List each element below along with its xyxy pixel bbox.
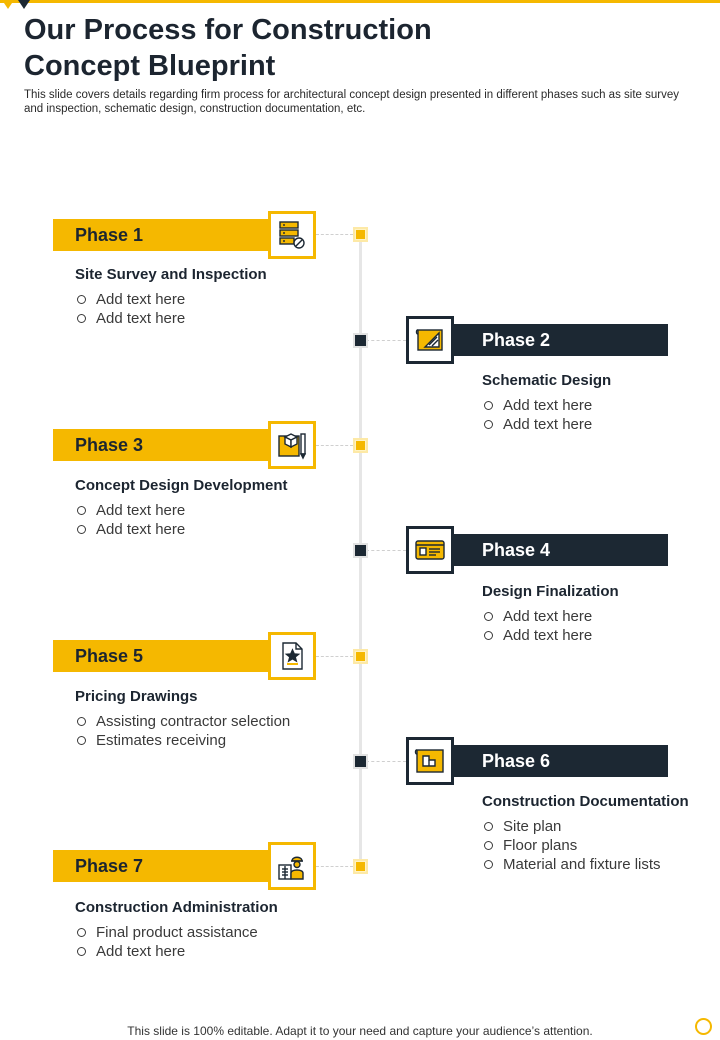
- list-item: [75, 520, 365, 539]
- timeline-node: [355, 861, 366, 872]
- list-item-text: Add text here: [96, 521, 186, 538]
- list-item-text: Assisting contractor selection: [96, 713, 291, 730]
- bullet-icon: [484, 631, 493, 640]
- bullet-icon: [484, 822, 493, 831]
- server-wrench-icon: [268, 211, 316, 259]
- phase-1-details: [75, 266, 365, 328]
- connector-line: [316, 234, 353, 235]
- timeline-node: [355, 651, 366, 662]
- circle-logo-icon: [695, 1018, 712, 1035]
- id-card-icon: [406, 526, 454, 574]
- bullet-icon: [484, 420, 493, 429]
- bullet-icon: [77, 295, 86, 304]
- phase-6-label: Phase 6: [452, 745, 668, 777]
- list-item-text: Material and fixture lists: [503, 856, 661, 873]
- list-item: [482, 415, 720, 434]
- list-item: [482, 836, 718, 855]
- bullet-icon: [77, 947, 86, 956]
- top-accent-line: [0, 0, 720, 3]
- connector-line: [316, 656, 353, 657]
- timeline-node: [355, 229, 366, 240]
- cube-pencil-icon: [268, 421, 316, 469]
- connector-line: [366, 550, 406, 551]
- phase-5-label: Phase 5: [53, 640, 271, 672]
- list-item-text: Add text here: [96, 943, 186, 960]
- list-item-text: Add text here: [503, 416, 593, 433]
- list-item: [75, 942, 365, 961]
- bullet-icon: [77, 525, 86, 534]
- bullet-icon: [77, 736, 86, 745]
- page-subtitle: This slide covers details regarding firm process for architectural concept design presented in different phases such as site survey and inspection, schematic design, construction documentation, etc.: [24, 89, 679, 115]
- list-item: [75, 501, 365, 520]
- phase-5-details: [75, 688, 365, 750]
- phase-3-details: [75, 477, 365, 539]
- phase-7-details: [75, 899, 365, 961]
- connector-line: [366, 340, 406, 341]
- connector-line: [316, 866, 353, 867]
- list-item-text: Floor plans: [503, 837, 578, 854]
- list-item: [75, 309, 365, 328]
- footer-note: This slide is 100% editable. Adapt it to your need and capture your audience’s attention.: [127, 1024, 593, 1038]
- phase-2-label: Phase 2: [452, 324, 668, 356]
- timeline-node: [355, 335, 366, 346]
- blueprint-ruler-icon: [406, 316, 454, 364]
- star-document-icon: [268, 632, 316, 680]
- list-item: [482, 607, 720, 626]
- floor-plan-icon: [406, 737, 454, 785]
- list-item: [482, 855, 718, 874]
- list-item: [482, 396, 720, 415]
- list-item-text: Final product assistance: [96, 924, 258, 941]
- title-line-1: Our Process for Construction: [24, 14, 432, 46]
- list-item: [482, 817, 718, 836]
- list-item: [75, 290, 365, 309]
- worker-building-icon: [268, 842, 316, 890]
- phase-7-heading: Construction Administration: [75, 899, 278, 916]
- phase-1-label: Phase 1: [53, 219, 271, 251]
- connector-line: [316, 445, 353, 446]
- phase-4-heading: Design Finalization: [482, 583, 619, 600]
- bullet-icon: [77, 717, 86, 726]
- bullet-icon: [77, 314, 86, 323]
- bullet-icon: [77, 928, 86, 937]
- list-item: [75, 731, 365, 750]
- phase-3-heading: Concept Design Development: [75, 477, 288, 494]
- phase-4-details: [482, 583, 720, 645]
- list-item-text: Add text here: [503, 627, 593, 644]
- title-line-2: Concept Blueprint: [24, 50, 276, 82]
- list-item-text: Add text here: [96, 310, 186, 327]
- phase-5-heading: Pricing Drawings: [75, 688, 198, 705]
- page-title: [24, 12, 684, 84]
- phase-2-details: [482, 372, 720, 434]
- bullet-icon: [77, 506, 86, 515]
- phase-6-heading: Construction Documentation: [482, 793, 689, 810]
- phase-7-label: Phase 7: [53, 850, 271, 882]
- phase-3-label: Phase 3: [53, 429, 271, 461]
- phase-4-label: Phase 4: [452, 534, 668, 566]
- list-item-text: Add text here: [96, 291, 186, 308]
- list-item-text: Site plan: [503, 818, 562, 835]
- corner-marker-icon: [0, 0, 34, 12]
- list-item: [75, 712, 365, 731]
- list-item: [482, 626, 720, 645]
- phase-1-heading: Site Survey and Inspection: [75, 266, 267, 283]
- bullet-icon: [484, 612, 493, 621]
- list-item-text: Add text here: [96, 502, 186, 519]
- timeline-node: [355, 440, 366, 451]
- list-item-text: Add text here: [503, 608, 593, 625]
- timeline-node: [355, 756, 366, 767]
- phase-6-details: [482, 793, 718, 874]
- list-item-text: Estimates receiving: [96, 732, 227, 749]
- bullet-icon: [484, 860, 493, 869]
- bullet-icon: [484, 841, 493, 850]
- connector-line: [366, 761, 406, 762]
- timeline-node: [355, 545, 366, 556]
- bullet-icon: [484, 401, 493, 410]
- list-item-text: Add text here: [503, 397, 593, 414]
- phase-2-heading: Schematic Design: [482, 372, 612, 389]
- list-item: [75, 923, 365, 942]
